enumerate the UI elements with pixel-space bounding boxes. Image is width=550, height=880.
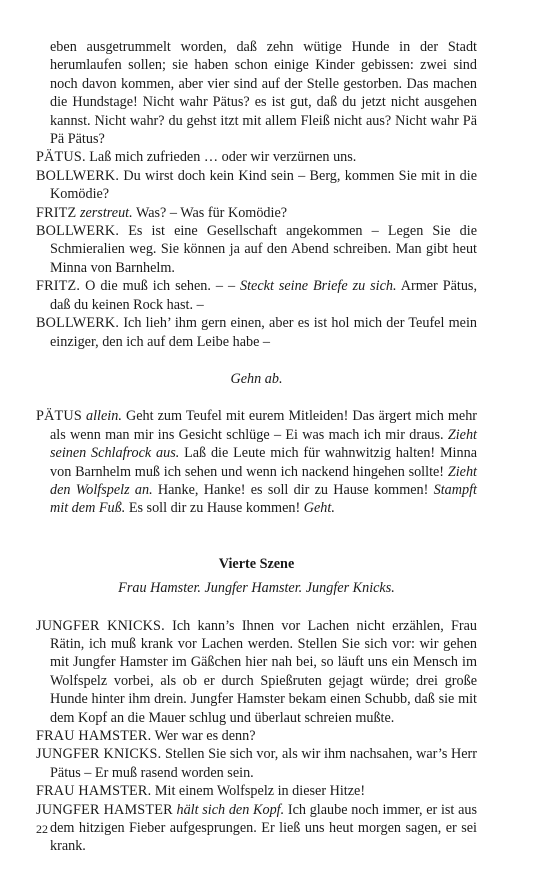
speech-text: Laß die Leute mich für wahnwitzig halten! Minna von Barnhelm muß ich sehen und wenn ich nackend hingehen sollte!	[50, 445, 477, 480]
stage-direction: allein.	[81, 408, 122, 425]
speech-text: Laß mich zufrieden … oder wir verzürnen uns.	[85, 149, 357, 166]
stage-direction: Steckt seine Briefe zu sich.	[240, 278, 397, 295]
speaker-name: JUNGFER KNICKS.	[36, 746, 162, 763]
paragraph-continuation: eben ausgetrummelt worden, daß zehn wütige Hunde in der Stadt herumlaufen sollen; sie haben schon einige Kinder gebissen: zwei sind noch davon kommen, aber vier sind auf der Stelle gestorben. Das machen die Hundstage! Nicht wahr Pätus? es ist gut, daß du jetzt nicht ausgehen kannst. Nicht wahr? du gehst itzt mit allem Fleiß nicht aus? Nicht wahr Pä Pä Pätus?	[50, 39, 477, 148]
speech-fritz-1	[36, 204, 477, 222]
speech-fritz-2	[36, 277, 477, 314]
speech-hamster-1	[36, 727, 477, 745]
spacer	[36, 388, 477, 407]
scene-title: Vierte Szene	[218, 555, 295, 572]
speech-paetus-2	[36, 407, 477, 517]
spacer	[36, 351, 477, 370]
stage-direction: Geht.	[303, 500, 335, 517]
stage-direction: hält sich den Kopf.	[172, 801, 285, 818]
speech-text: Geht zum Teufel mit eurem Mitleiden! Das ärgert mich mehr als wenn man mir ins Gesicht schlüge – Ei was mach ich mir draus.	[50, 408, 478, 443]
speaker-name: FRITZ.	[36, 278, 81, 295]
stage-direction: Zieht den Wolfspelz an.	[50, 463, 477, 498]
speech-text: Mit einem Wolfspelz in dieser Hitze!	[151, 783, 366, 800]
page-number: 22	[36, 822, 48, 836]
speech-text: Wer war es denn?	[151, 728, 256, 744]
speech-paetus-1	[36, 148, 477, 166]
speech-text: Ich lieh’ ihm gern einen, aber es ist hol mich der Teufel mein einziger, den ich auf dem Leibe habe –	[50, 315, 477, 350]
speech-bollwerk-1	[36, 167, 477, 204]
speech-knicks-2	[36, 745, 477, 782]
speech-text: Du wirst doch kein Kind sein – Berg, kommen Sie mit in die Komödie?	[50, 167, 477, 203]
text-block	[36, 38, 477, 856]
speech-hamster-2	[36, 782, 477, 800]
speech-knicks-1	[36, 617, 477, 727]
speech-text: Es soll dir zu Hause kommen!	[125, 500, 304, 517]
stage-direction: Stampft mit dem Fuß.	[50, 481, 477, 517]
speaker-name: BOLLWERK.	[36, 315, 120, 332]
stage-direction-exit: Gehn ab.	[230, 370, 283, 387]
scene-cast: Frau Hamster. Jungfer Hamster. Jungfer Knicks.	[118, 580, 395, 597]
speaker-name: PÄTUS	[36, 408, 82, 425]
speaker-name: PÄTUS.	[36, 149, 86, 166]
speech-text: Armer Pätus, daß du keinen Rock hast. –	[50, 278, 477, 313]
stage-direction: zerstreut.	[76, 204, 133, 221]
speech-text: Hanke, Hanke! es soll dir zu Hause kommen!	[152, 481, 434, 498]
speaker-name: JUNGFER KNICKS.	[36, 617, 165, 634]
stage-direction: Zieht seinen Schlafrock aus.	[50, 426, 477, 462]
speaker-name: FRAU HAMSTER.	[36, 728, 152, 744]
speaker-name: FRAU HAMSTER.	[36, 783, 152, 800]
speaker-name: FRITZ	[36, 204, 77, 221]
speaker-name: BOLLWERK.	[36, 223, 120, 240]
speech-text: Ich kann’s Ihnen vor Lachen nicht erzählen, Frau Rätin, ich muß krank vor Lachen werden. Stellen Sie sich vor: wir gehen mit Jungfer Hamster im Gäßchen hier nah bei, so läuft uns ein Mensch im Wolfspelz vorbei, als ob er durch Spießruten gejagt würde; drei große Hunde hinter ihm drein. Jungfer Hamster bekam einen Schubb, daß sie mit dem Kopf an die Mauer schlug und überlaut schreien mußte.	[50, 617, 477, 726]
speech-jungfer-hamster-1	[36, 801, 477, 856]
speech-text: Es ist eine Gesellschaft angekommen – Legen Sie die Schmieralien weg. Sie können ja auf den Abend schreiben. Man gibt heut Minna von Barnhelm.	[50, 223, 477, 276]
speaker-name: JUNGFER HAMSTER	[36, 801, 173, 818]
speech-bollwerk-3	[36, 314, 477, 351]
speech-text: Ich glaube noch immer, er ist aus dem hitzigen Fieber aufgesprungen. Er ließ uns heut morgen sagen, er sei krank.	[50, 801, 477, 855]
spacer	[36, 518, 477, 537]
speech-text: O die muß ich sehen. – –	[80, 278, 241, 295]
speech-bollwerk-2	[36, 222, 477, 277]
speech-text: Stellen Sie sich vor, als wir ihm nachsahen, war’s Herr Pätus – Er muß rasend worden sein.	[50, 746, 478, 781]
speech-text: Was? – Was für Komödie?	[132, 204, 288, 221]
spacer	[36, 598, 477, 617]
speaker-name: BOLLWERK.	[36, 167, 120, 184]
spacer	[36, 537, 477, 555]
